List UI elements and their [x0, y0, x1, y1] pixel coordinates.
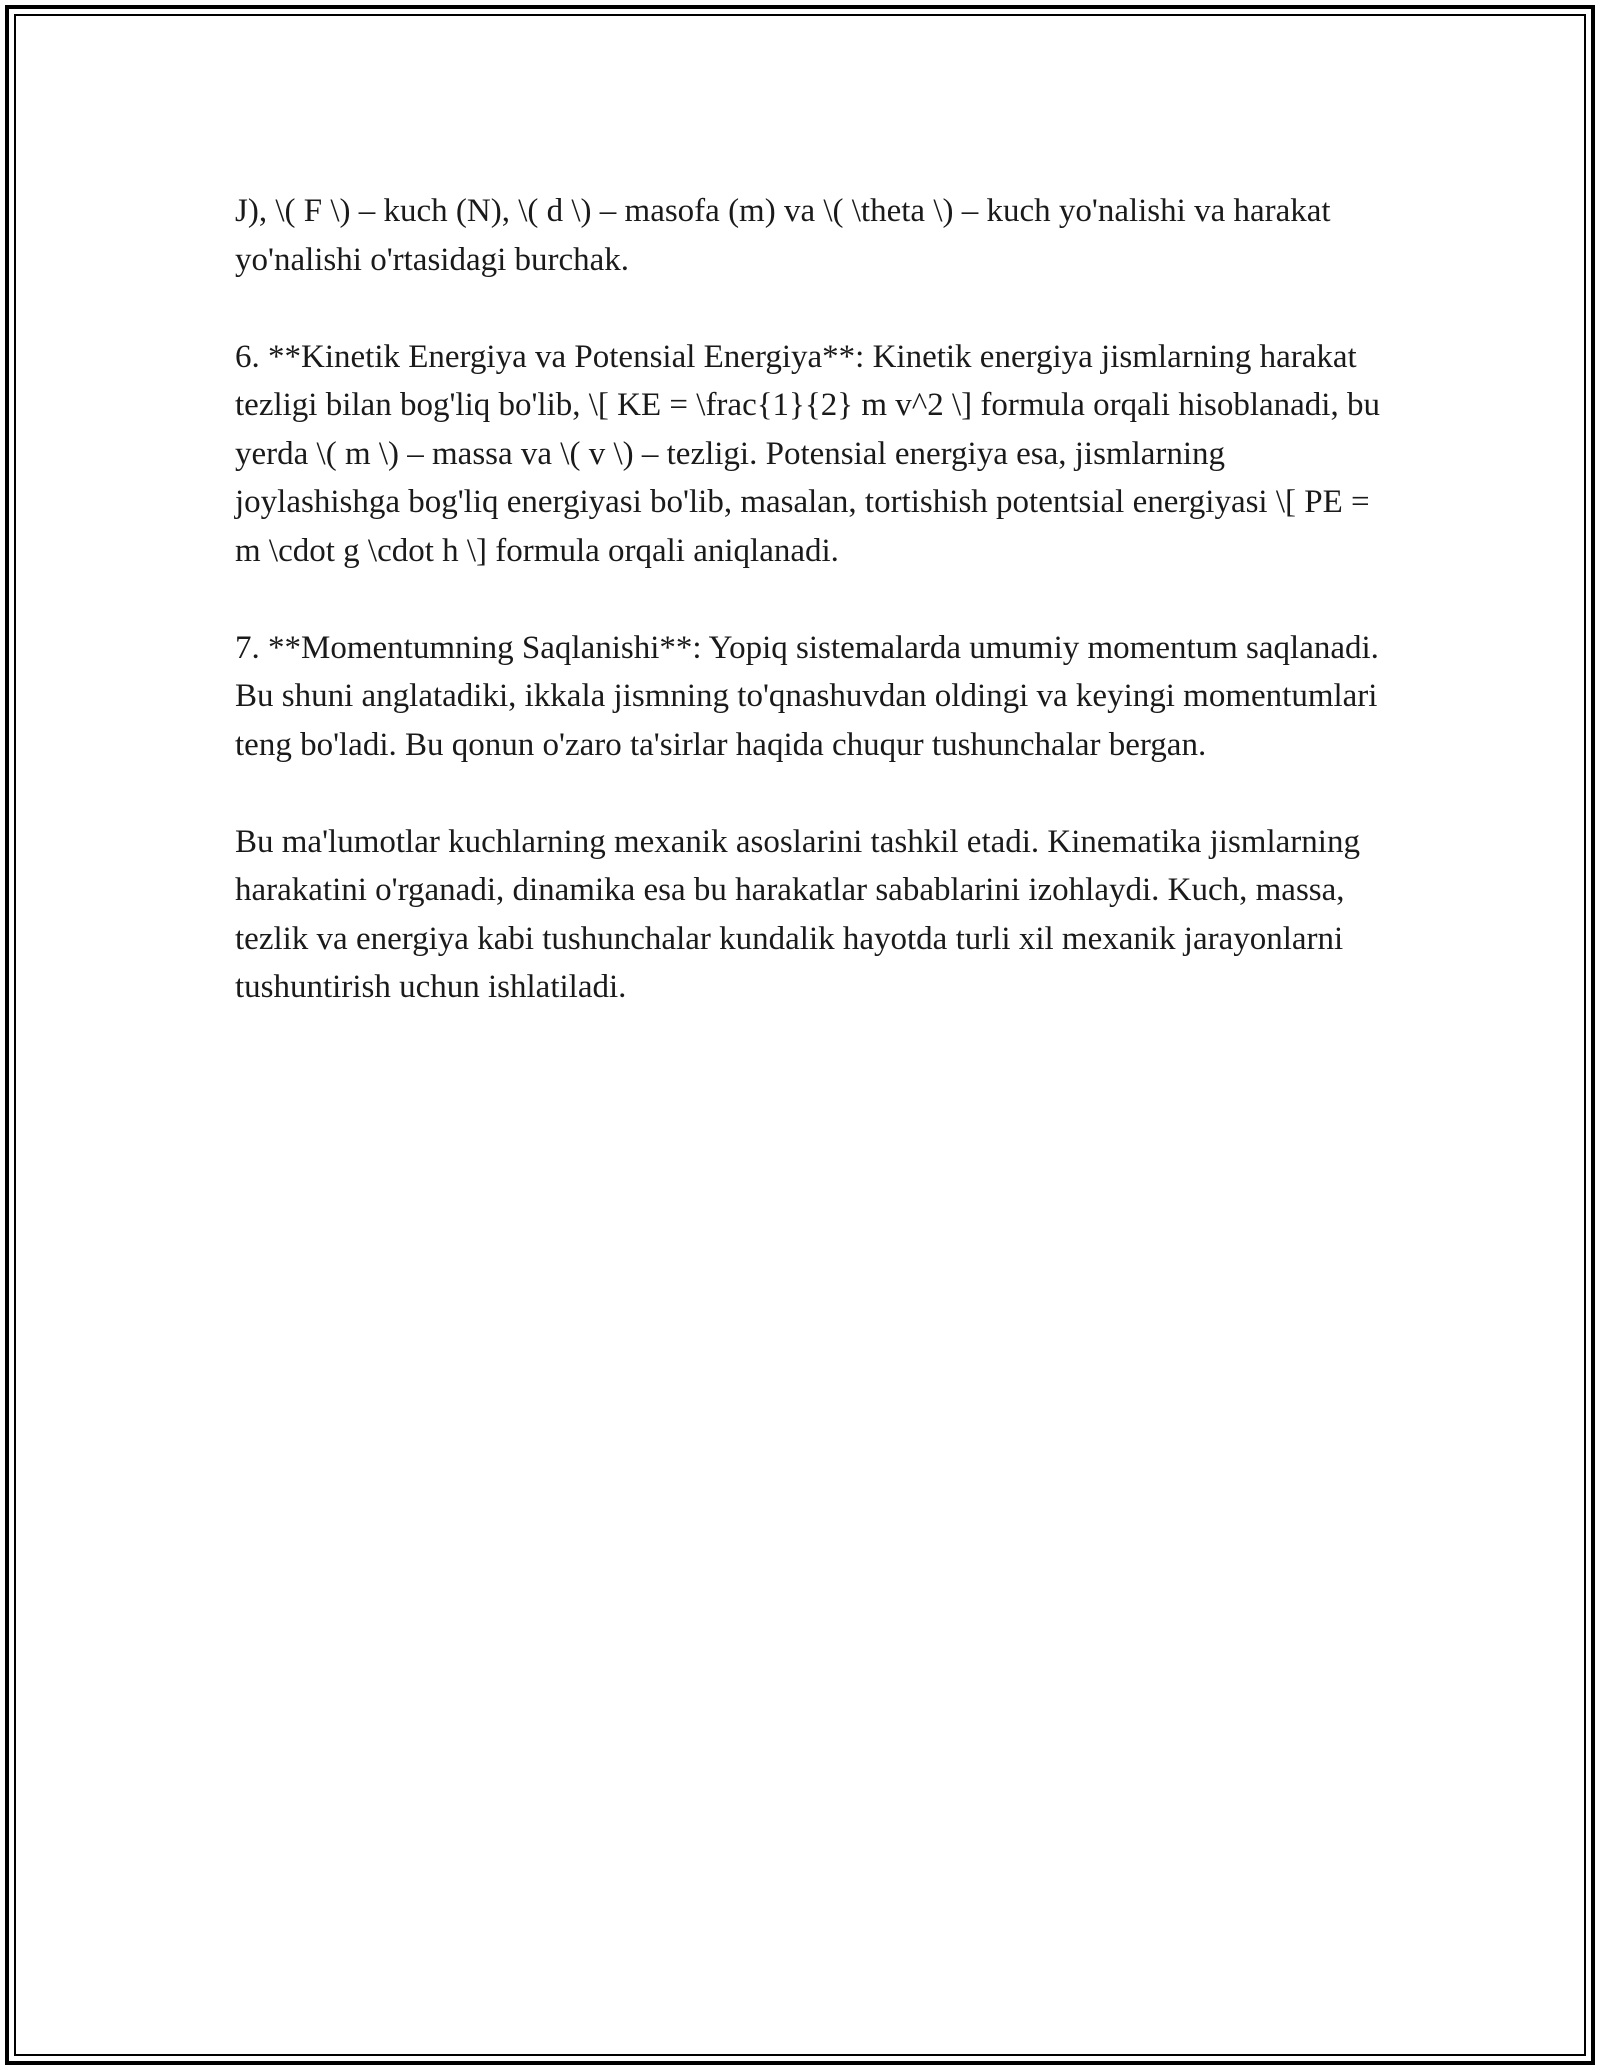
paragraph-summary: Bu ma'lumotlar kuchlarning mexanik asoslarini tashkil etadi. Kinematika jismlarning harakatini o'rganadi, dinamika esa bu harakatlar sabablarini izohlaydi. Kuch, massa, tezlik va energiya kabi tushunchalar kundalik hayotda turli xil mexanik jarayonlarni tushuntirish uchun ishlatiladi.	[235, 823, 1360, 1005]
paragraph-momentum-conservation: 7. **Momentumning Saqlanishi**: Yopiq sistemalarda umumiy momentum saqlanadi. Bu shuni anglatadiki, ikkala jismning to'qnashuvdan oldingi va keyingi momentumlari teng bo'ladi. Bu qonun o'zaro ta'sirlar haqida chuqur tushunchalar bergan.	[235, 629, 1379, 763]
paragraph-kinetic-potential-energy: 6. **Kinetik Energiya va Potensial Energiya**: Kinetik energiya jismlarning harakat tezligi bilan bog'liq bo'lib, \[ KE = \frac{1}{2} m v^2 \] formula orqali hisoblanadi, bu yerda \( m \) – massa va \( v \) – tezligi. Potensial energiya esa, jismlarning joylashishga bog'liq energiyasi bo'lib, masalan, tortishish potentsial energiyasi \[ PE = m \cdot g \cdot h \] formula orqali aniqlanadi.	[235, 338, 1380, 569]
paragraph-work-definition-continued: J), \( F \) – kuch (N), \( d \) – masofa (m) va \( \theta \) – kuch yo'nalishi va harakat yo'nalishi o'rtasidagi burchak.	[235, 193, 1331, 278]
document-body	[235, 187, 1385, 1060]
